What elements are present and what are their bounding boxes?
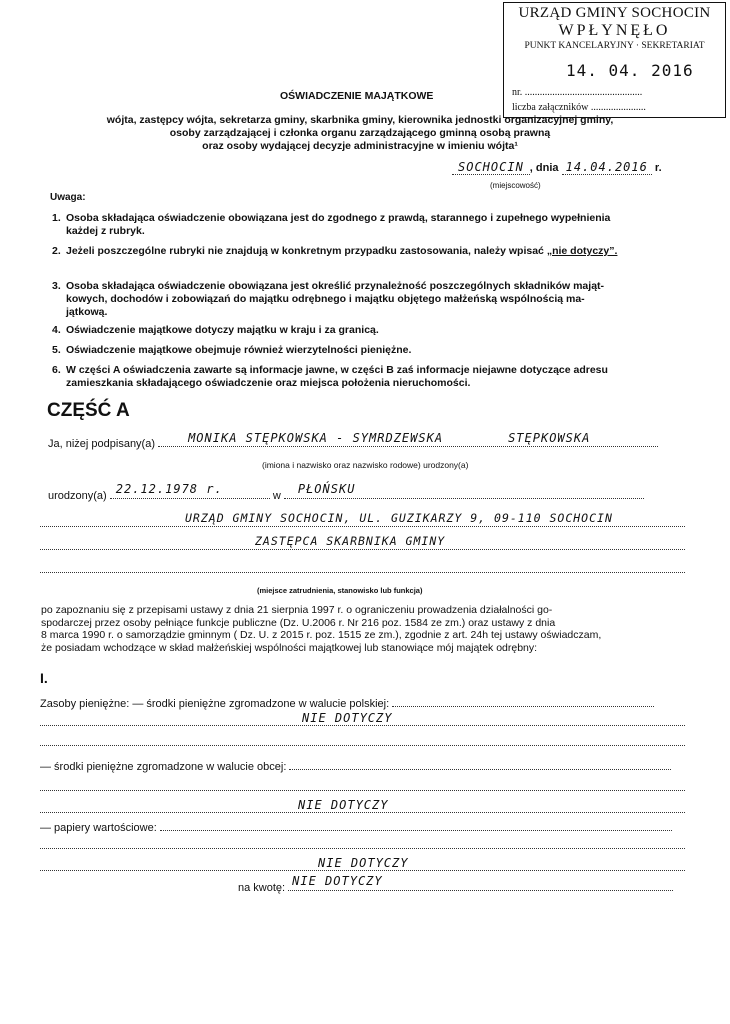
born-row <box>48 482 684 502</box>
stamp-attachments: liczba załączników ...................... <box>512 102 646 113</box>
date-suffix: r. <box>654 162 662 174</box>
amount-label: na kwotę: <box>238 882 286 894</box>
born-label: urodzony(a) <box>48 490 107 502</box>
cash-fx-blank-line <box>40 780 685 791</box>
note-4: 4. Oświadczenie majątkowe dotyczy majątku w kraju i za granicą. <box>52 324 379 336</box>
securities-line <box>40 858 685 871</box>
amount-value: NIE DOTYCZY <box>292 874 383 888</box>
cash-fx-line <box>40 800 685 813</box>
cash-pln-line <box>40 713 685 726</box>
date-value: 14.04.2016 <box>562 160 652 175</box>
note-5: 5. Oświadczenie majątkowe obejmuje również wierzytelności pieniężne. <box>52 344 412 356</box>
job-title-value: ZASTĘPCA SKARBNIKA GMINY <box>255 534 446 548</box>
document-title: OŚWIADCZENIE MAJĄTKOWE <box>280 90 434 102</box>
stamp-received: WPŁYNĘŁO <box>558 22 671 39</box>
cash-pln-blank-line <box>40 735 685 746</box>
cash-fx-row <box>40 759 685 773</box>
securities-blank-line <box>40 838 685 849</box>
work-line-1 <box>40 511 685 527</box>
signed-row <box>48 431 684 450</box>
name-value: MONIKA STĘPKOWSKA - SYMRDZEWSKA <box>188 431 444 445</box>
section-i-heading: I. <box>40 670 48 686</box>
note-2: 2. Jeżeli poszczególne rubryki nie znajdują w konkretnym przypadku zastosowania, należy wpisać „nie dotyczy”. <box>52 245 618 257</box>
cash-fx-label: — środki pieniężne zgromadzone w walucie obcej: <box>40 761 287 773</box>
cash-pln-row <box>40 696 685 710</box>
stamp-number: nr. ............................................... <box>512 87 643 98</box>
note-6: 6. W części A oświadczenia zawarte są informacje jawne, w części B zaś informacje niejawne dotyczące adresu zamieszkania składającego oświadczenie oraz miejsca położenia nieruchomości. <box>52 364 608 389</box>
born-place-value: PŁOŃSKU <box>297 482 356 496</box>
work-line-2 <box>40 534 685 550</box>
stamp-office: URZĄD GMINY SOCHOCIN <box>518 5 711 21</box>
securities-label: — papiery wartościowe: <box>40 822 157 834</box>
cash-fx-value: NIE DOTYCZY <box>298 798 389 812</box>
statement-paragraph: po zapoznaniu się z przepisami ustawy z dnia 21 sierpnia 1997 r. o ograniczeniu prowadzenia działalności go- spodarczej przez osoby pełniące funkcje publiczne (Dz. U.2006 r. Nr 216 poz. 1584 ze zm.) oraz ustawy z dnia 8 marca 1990 r. o samorządzie gminnym ( Dz. U. z 2015 r. poz. 1515 ze zm.), zgodnie z art. 24h tej ustawy oświadczam, że posiadam wchodzące w skład małżeńskiej wspólności majątkowej lub stanowiące mój majątek odrębny: <box>41 604 602 654</box>
born-in-label: w <box>272 490 281 502</box>
subtitle-line-1: wójta, zastępcy wójta, sekretarza gminy, skarbnika gminy, kierownika jednostki organizacyjnej gminy, <box>106 114 614 126</box>
place-caption: (miejscowość) <box>490 181 541 190</box>
notes-heading: Uwaga: <box>50 192 86 203</box>
signed-label: Ja, niżej podpisany(a) <box>48 438 156 450</box>
born-date-value: 22.12.1978 r. <box>115 482 223 496</box>
cash-pln-value: NIE DOTYCZY <box>302 711 393 725</box>
work-caption: (miejsce zatrudnienia, stanowisko lub funkcja) <box>257 586 423 595</box>
stamp-department: PUNKT KANCELARYJNY · SEKRETARIAT <box>524 41 705 51</box>
subtitle-line-3: oraz osoby wydającej decyzje administracyjne w imieniu wójta¹ <box>202 140 518 152</box>
place-date-row <box>452 160 662 174</box>
work-line-3 <box>40 562 685 573</box>
amount-row <box>238 874 686 894</box>
securities-row <box>40 820 685 834</box>
registry-stamp <box>503 2 726 118</box>
date-label: , dnia <box>529 162 559 174</box>
work-place-value: URZĄD GMINY SOCHOCIN, UL. GUZIKARZY 9, 09-110 SOCHOCIN <box>185 511 613 525</box>
note-1: 1. Osoba składająca oświadczenie obowiązana jest do zgodnego z prawdą, starannego i zupełnego wypełnienia każdej z rubryk. <box>52 212 611 237</box>
part-a-heading: CZĘŚĆ A <box>47 400 130 421</box>
place-value: SOCHOCIN <box>452 160 530 175</box>
maiden-name-value: STĘPKOWSKA <box>508 431 591 445</box>
note-3: 3. Osoba składająca oświadczenie obowiązana jest określić przynależność poszczególnych składników mająt- kowych, dochodów i zobowiązań do majątku odrębnego i majątku objętego małżeńską wspólnością ma- jątkową. <box>52 280 605 318</box>
cash-pln-label: Zasoby pieniężne: — środki pieniężne zgromadzone w walucie polskiej: <box>40 698 390 710</box>
subtitle-line-2: osoby zarządzającej i członka organu zarządzającego gminną osobą prawną <box>169 127 551 139</box>
name-caption: (imiona i nazwisko oraz nazwisko rodowe) urodzony(a) <box>262 460 469 470</box>
stamp-date: 14. 04. 2016 <box>566 61 694 80</box>
securities-value: NIE DOTYCZY <box>318 856 409 870</box>
